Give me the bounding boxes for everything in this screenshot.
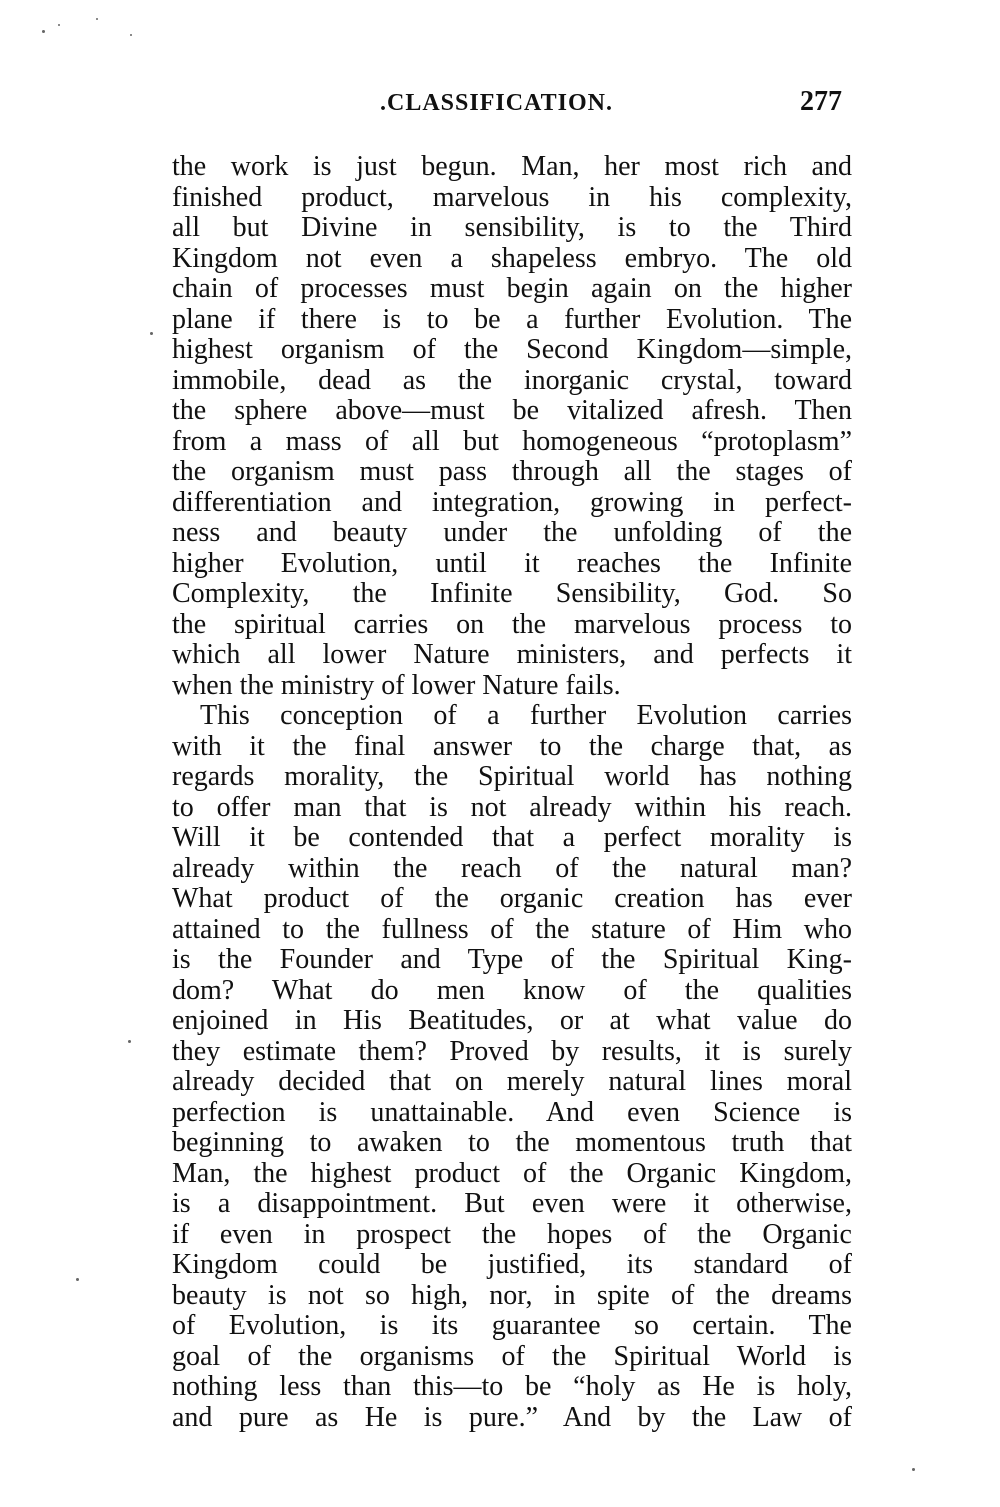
text-line: immobile, dead as the inorganic crystal, toward <box>172 364 852 396</box>
scan-speck <box>76 1278 79 1281</box>
text-line: Kingdom could be justified, its standard of <box>172 1249 852 1280</box>
text-line: the work is just begun. Man, her most rich and <box>172 151 852 182</box>
scan-speck <box>42 30 45 33</box>
text-line: differentiation and integration, growing in perfect- <box>172 486 852 518</box>
text-line: dom? What do men know of the qualities <box>172 974 852 1006</box>
text-line: to offer man that is not already within his reach. <box>172 791 852 823</box>
text-line: beauty is not so high, nor, in spite of the dreams <box>172 1279 852 1311</box>
text-line: regards morality, the Spiritual world has nothing <box>172 761 852 792</box>
text-line: from a mass of all but homogeneous “protoplasm” <box>172 425 852 457</box>
text-line: they estimate them? Proved by results, it is surely <box>172 1035 852 1067</box>
text-line: highest organism of the Second Kingdom—simple, <box>172 334 852 365</box>
text-line: the organism must pass through all the stages of <box>172 456 852 487</box>
text-line: Will it be contended that a perfect morality is <box>172 822 852 853</box>
scan-speck <box>128 1040 131 1043</box>
text-line: Complexity, the Infinite Sensibility, God. So <box>172 578 852 609</box>
text-line: already decided that on merely natural lines moral <box>172 1066 852 1097</box>
text-line: plane if there is to be a further Evolution. The <box>172 303 852 335</box>
text-line: goal of the organisms of the Spiritual World is <box>172 1340 852 1372</box>
scan-speck <box>96 18 98 20</box>
text-line: This conception of a further Evolution carries <box>200 700 852 731</box>
page-number: 277 <box>800 86 842 117</box>
text-line: higher Evolution, until it reaches the Infinite <box>172 547 852 579</box>
text-line: of Evolution, is its guarantee so certain. The <box>172 1310 852 1341</box>
scan-speck <box>130 34 132 36</box>
body-text <box>172 152 852 1433</box>
text-line: finished product, marvelous in his complexity, <box>172 181 852 213</box>
text-line: enjoined in His Beatitudes, or at what value do <box>172 1005 852 1036</box>
text-line: is the Founder and Type of the Spiritual King- <box>172 944 852 975</box>
running-head-title: .CLASSIFICATION. <box>380 90 613 116</box>
text-line: Man, the highest product of the Organic Kingdom, <box>172 1157 852 1189</box>
text-line: the spiritual carries on the marvelous process to <box>172 608 852 640</box>
text-line: which all lower Nature ministers, and perfects it <box>172 639 852 670</box>
scan-speck <box>58 24 60 26</box>
text-line: attained to the fullness of the stature of Him who <box>172 913 852 945</box>
text-line: all but Divine in sensibility, is to the Third <box>172 212 852 243</box>
text-line: nothing less than this—to be “holy as He is holy, <box>172 1371 852 1402</box>
text-line: with it the final answer to the charge that, as <box>172 730 852 762</box>
text-line: What product of the organic creation has ever <box>172 883 852 914</box>
text-line: the sphere above—must be vitalized afresh. Then <box>172 395 852 426</box>
text-line: perfection is unattainable. And even Science is <box>172 1096 852 1128</box>
text-line: ness and beauty under the unfolding of the <box>172 517 852 548</box>
text-line: already within the reach of the natural man? <box>172 852 852 884</box>
text-line: when the ministry of lower Nature fails. <box>172 669 621 701</box>
text-line: Kingdom not even a shapeless embryo. The old <box>172 242 852 274</box>
text-line: is a disappointment. But even were it otherwise, <box>172 1188 852 1219</box>
text-line: beginning to awaken to the momentous truth that <box>172 1127 852 1158</box>
scan-speck <box>912 1468 915 1471</box>
text-line: chain of processes must begin again on the higher <box>172 273 852 304</box>
text-line: if even in prospect the hopes of the Organic <box>172 1218 852 1250</box>
scan-speck <box>150 332 153 335</box>
text-line: and pure as He is pure.” And by the Law of <box>172 1401 852 1433</box>
